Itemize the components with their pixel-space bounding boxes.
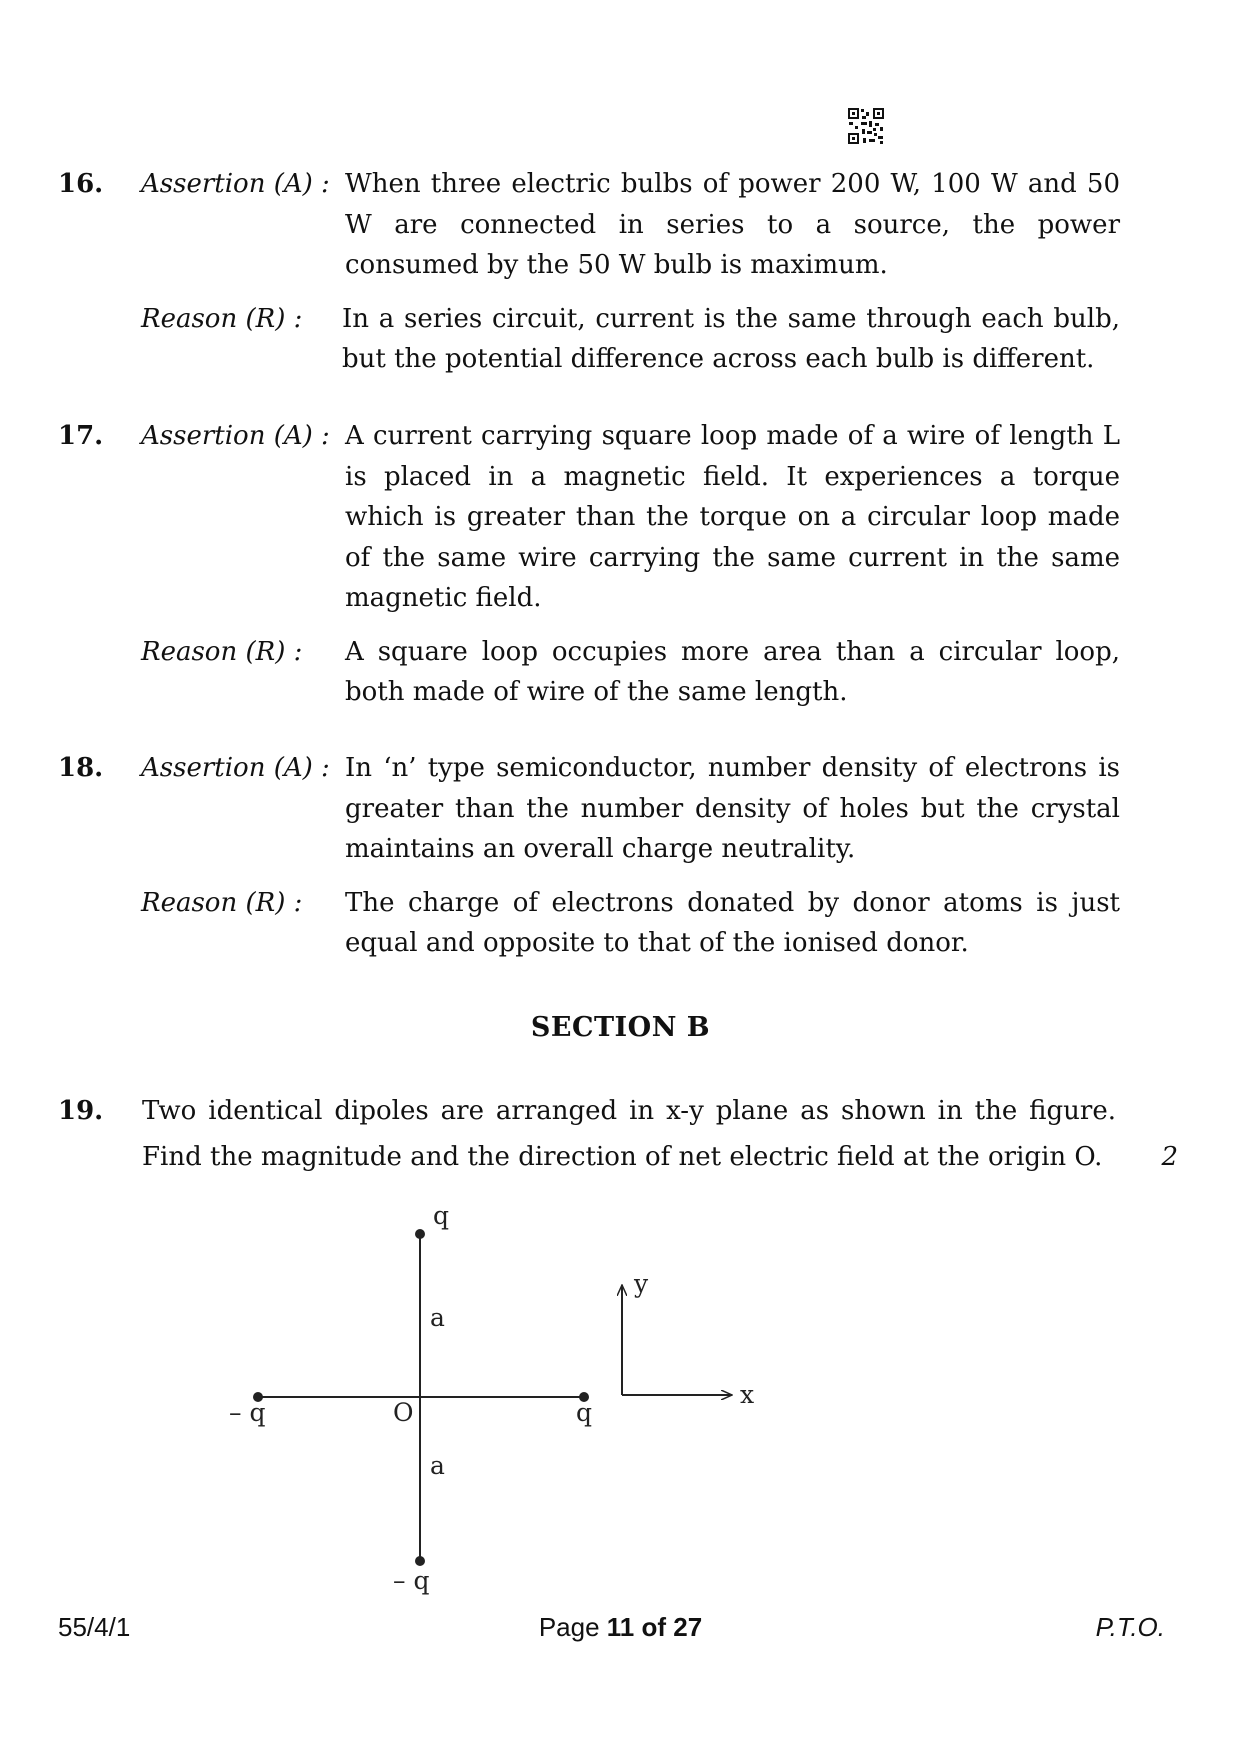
pto-label: P.T.O. (1095, 1612, 1165, 1642)
assertion-label: Assertion (A) : (141, 169, 330, 199)
assertion-label: Assertion (A) : (141, 753, 330, 783)
bottom-charge-dot (415, 1556, 425, 1566)
x-axis-label: x (740, 1380, 755, 1409)
question-number: 18. (58, 753, 104, 783)
reason-label: Reason (R) : (141, 303, 303, 334)
reason-text: The charge of electrons donated by donor atoms is just equal and opposite to that of the ionised donor. (345, 887, 1120, 958)
assertion-text: When three electric bulbs of power 200 W, 100 W and 50 W are connected in series to a source, the power consumed by the 50 W bulb is maximum. (345, 169, 1120, 280)
reason-label: Reason (R) : (141, 887, 303, 918)
page-of: of (634, 1612, 674, 1642)
assertion-text: In ‘n’ type semiconductor, number density of electrons is greater than the number density of holes but the crystal maintains an overall charge neutrality. (345, 753, 1120, 864)
right-charge-label: q (576, 1398, 593, 1427)
question-number: 17. (58, 421, 104, 451)
y-axis-label: y (634, 1269, 649, 1298)
origin-label: O (393, 1398, 414, 1427)
question-number: 16. (58, 169, 104, 199)
page-total: 27 (673, 1612, 703, 1642)
page-current: 11 (606, 1612, 635, 1642)
top-charge-dot (415, 1229, 425, 1239)
left-charge-label: – q (229, 1398, 266, 1427)
reason-text: In a series circuit, current is the same through each bulb, but the potential difference across each bulb is different. (342, 303, 1120, 374)
bottom-charge-label: – q (393, 1566, 430, 1595)
reason-label: Reason (R) : (141, 636, 303, 667)
page-number (0, 1612, 1241, 1643)
reason-text: A square loop occupies more area than a circular loop, both made of wire of the same length. (345, 636, 1120, 707)
lower-distance-label: a (430, 1451, 445, 1480)
assertion-label: Assertion (A) : (141, 421, 330, 451)
marks: 2 (1161, 1142, 1178, 1172)
page-prefix: Page (538, 1612, 607, 1642)
upper-distance-label: a (430, 1303, 445, 1332)
question-text: Two identical dipoles are arranged in x-y plane as shown in the figure. Find the magnitude and the direction of net electric field at the origin O. (142, 1096, 1116, 1172)
section-title: SECTION B (530, 1012, 711, 1043)
top-charge-label: q (433, 1201, 450, 1230)
paper-code: 55/4/1 (58, 1612, 131, 1642)
question-number: 19. (58, 1096, 104, 1126)
assertion-text: A current carrying square loop made of a wire of length L is placed in a magnetic field. It experiences a torque which is greater than the torque on a circular loop made of the same wire carrying the same current in the same magnetic field. (345, 421, 1120, 613)
